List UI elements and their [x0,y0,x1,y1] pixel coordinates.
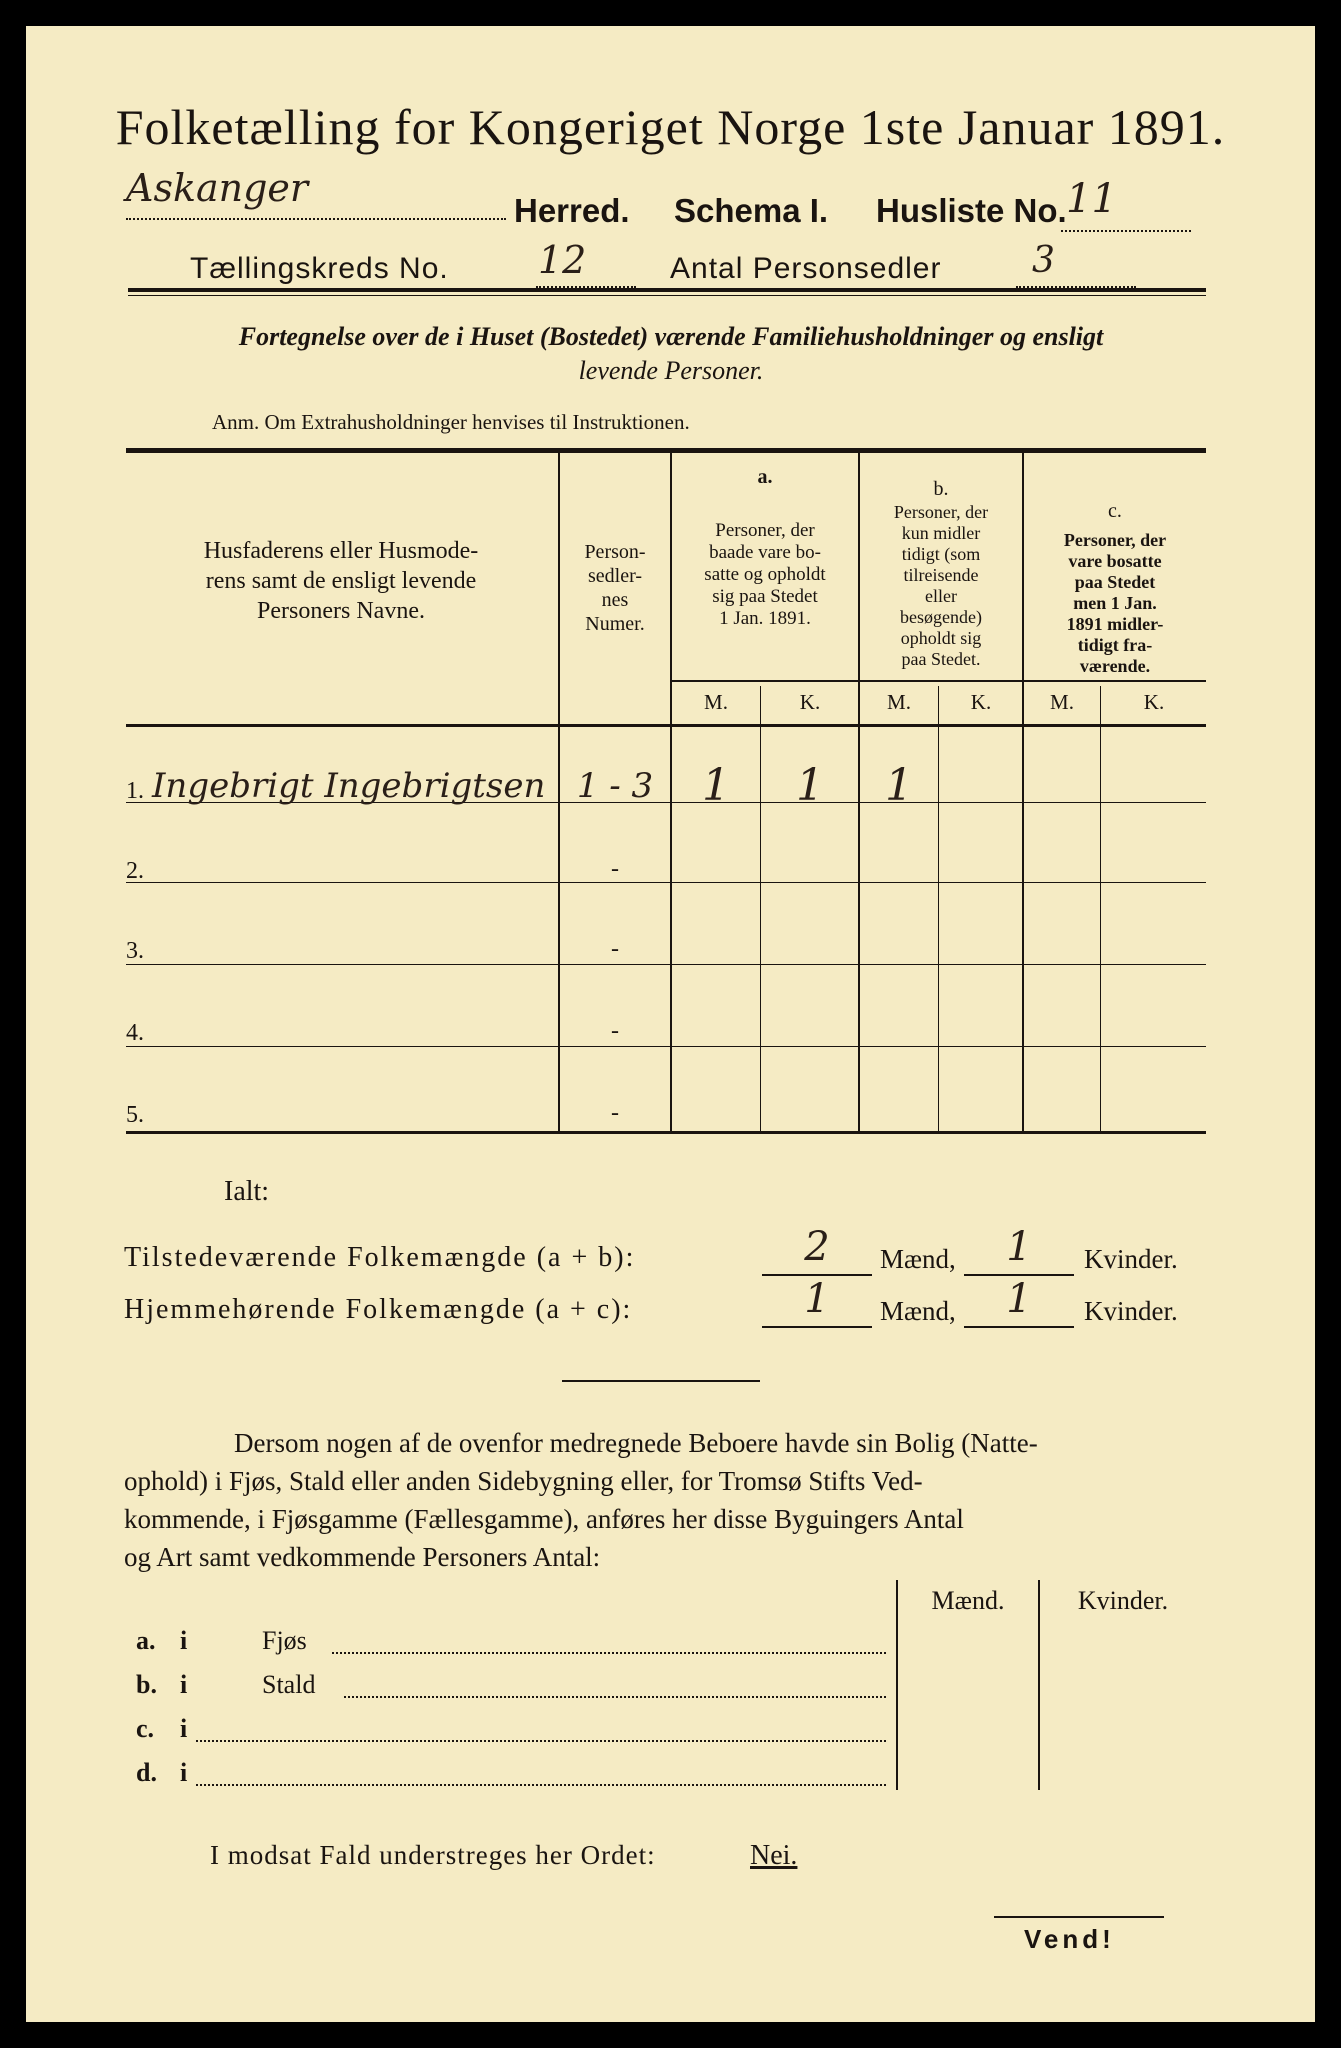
col-header-b-line: eller [925,586,957,606]
herred-dotted-line [126,218,506,220]
hjemme-label: Hjemmehørende Folkemængde (a + c): [124,1294,633,1325]
maend-word: Mænd, [880,1244,956,1274]
row-a-m: 1 [702,760,730,811]
col-header-b-line: besøgende) [900,607,982,627]
col-header-name-line: Personers Navne. [257,598,425,624]
row-number: 2. [126,858,144,884]
col-header-name [126,536,556,626]
kreds-label: Tællingskreds No. [190,252,449,285]
herred-label: Herred. [514,192,630,229]
building-name: Stald [262,1670,316,1699]
building-i: i [180,1670,188,1699]
col-header-c-line: vare bosatte [1068,551,1162,571]
buildings-col-kvinder: Kvinder. [1077,1586,1169,1615]
buildings-col-maend: Mænd. [931,1586,1005,1615]
col-header-numer-line: sedler- [587,565,642,587]
col-header-c [1024,530,1206,677]
ialt-label: Ialt: [224,1176,270,1207]
col-divider-c-mk [1100,686,1101,1132]
building-dotted-line [332,1652,886,1654]
row-a-k: 1 [796,760,824,811]
row-numer: - [611,1018,619,1044]
buildings-para-line: kommende, i Fjøsgamme (Fællesgamme), anføres her disse Byguingers Antal [124,1504,964,1534]
building-letter: d. [136,1758,157,1787]
husliste-label: Husliste No. [876,192,1067,229]
col-header-b [860,502,1022,670]
col-header-b-line: kun midler [901,523,981,543]
col-header-b-line: opholdt sig [900,628,982,648]
building-dotted-line [196,1784,886,1786]
mk-label: M. [1050,690,1074,714]
col-header-numer-line: nes [601,589,629,611]
row-numer: 1 - 3 [576,766,654,806]
hjemme-maend-rule [762,1326,872,1328]
herred-value: Askanger [126,166,309,210]
buildings-para-line: ophold) i Fjøs, Stald eller anden Sidebygning eller, for Tromsø Stifts Ved- [124,1466,923,1496]
census-form [26,26,1315,2022]
building-i: i [180,1626,188,1655]
buildings-para-line: og Art samt vedkommende Personers Antal: [124,1542,601,1572]
kvinder-word: Kvinder. [1084,1244,1178,1274]
tilstede-maend-value: 2 [804,1224,830,1270]
col-header-a-line: satte og opholdt [704,564,826,585]
col-header-b-line: tidigt (som [901,544,981,564]
table-top-rule [126,448,1206,453]
section-divider [562,1380,760,1382]
hjemme-kvinder-value: 1 [1006,1276,1032,1322]
col-header-a-line: sig paa Stedet [712,586,818,607]
kvinder-word: Kvinder. [1084,1296,1178,1326]
building-letter: c. [136,1714,155,1743]
row-number: 3. [126,938,144,964]
col-header-a-line: Personer, der [715,520,815,541]
tilstede-label: Tilstedeværende Folkemængde (a + b): [124,1242,636,1273]
husliste-dotted-line [1061,230,1191,232]
col-header-numer [560,540,670,636]
col-header-c-line: paa Stedet [1074,572,1156,592]
col-header-b-line: paa Stedet. [901,649,981,669]
building-letter: a. [136,1626,156,1655]
row-rule [126,964,1206,965]
buildings-paragraph [124,1424,1206,1576]
antal-label: Antal Personsedler [670,252,942,285]
building-i: i [180,1714,188,1743]
row-rule [126,1046,1206,1047]
building-name: Fjøs [262,1626,307,1655]
col-header-numer-line: Person- [584,541,646,563]
col-header-a-line: 1 Jan. 1891. [719,608,811,629]
building-letter: b. [136,1670,157,1699]
row-numer: - [611,1100,619,1126]
col-c-letter: c. [1108,500,1122,522]
col-header-b-line: tilreisende [903,565,979,585]
tilstede-kvinder-value: 1 [1006,1224,1032,1270]
row-numer: - [611,856,619,882]
col-divider-b-mk [938,686,939,1132]
col-header-numer-line: Numer. [585,613,645,635]
building-dotted-line [196,1740,886,1742]
mk-label: M. [887,690,911,714]
schema-label: Schema I. [674,192,829,229]
husliste-value: 11 [1066,176,1117,222]
buildings-para-line: Dersom nogen af de ovenfor medregnede Beboere havde sin Bolig (Natte- [234,1428,1038,1458]
row-name: Ingebrigt Ingebrigtsen [152,766,546,806]
col-header-c-line: 1891 midler- [1066,614,1164,634]
col-header-name-line: rens samt de ensligt levende [205,568,477,594]
mk-label: K. [799,690,821,714]
row-number: 5. [126,1102,144,1128]
hjemme-kvinder-rule [964,1326,1074,1328]
row-b-m: 1 [885,760,913,811]
anm-note: Anm. Om Extrahusholdninger henvises til Instruktionen. [212,410,690,434]
mk-label: K. [1143,690,1165,714]
col-b-letter: b. [933,478,949,500]
col-header-c-line: værende. [1079,656,1151,676]
col-a-letter: a. [757,466,773,488]
header-rule-thin [128,295,1206,296]
modsat-text: I modsat Fald understreges her Ordet: [210,1840,656,1870]
mk-rule [670,680,1206,682]
col-header-b-line: Personer, der [893,502,989,522]
col-header-c-line: Personer, der [1063,530,1167,550]
col-header-name-line: Husfaderens eller Husmode- [203,538,479,564]
nei-word: Nei. [750,1840,798,1871]
intro-line-1: Fortegnelse over de i Huset (Bostedet) værende Familiehusholdninger og ensligt [238,322,1104,351]
maend-word: Mænd, [880,1296,956,1326]
vend-text: Vend! [1024,1924,1115,1954]
table-header-rule [126,724,1206,727]
building-dotted-line [344,1696,886,1698]
header-rule [128,288,1206,292]
building-i: i [180,1758,188,1787]
form-title: Folketælling for Kongeriget Norge 1ste Januar 1891. [115,99,1226,155]
kreds-value: 12 [538,238,587,282]
col-header-c-line: tidigt fra- [1077,635,1153,655]
row-numer: - [611,936,619,962]
row-number: 1. [126,778,144,804]
intro-line-2: levende Personer. [578,356,764,385]
antal-value: 3 [1032,240,1055,281]
vend-rule [994,1916,1164,1918]
col-divider-a-mk [760,686,761,1132]
table-bottom-rule [126,1131,1206,1134]
mk-label: M. [704,690,728,714]
hjemme-maend-value: 1 [804,1276,830,1322]
col-header-a-line: baade vare bo- [709,542,821,563]
col-header-c-line: men 1 Jan. [1073,593,1157,613]
mk-label: K. [970,690,992,714]
col-header-a [672,520,858,630]
row-number: 4. [126,1020,144,1046]
